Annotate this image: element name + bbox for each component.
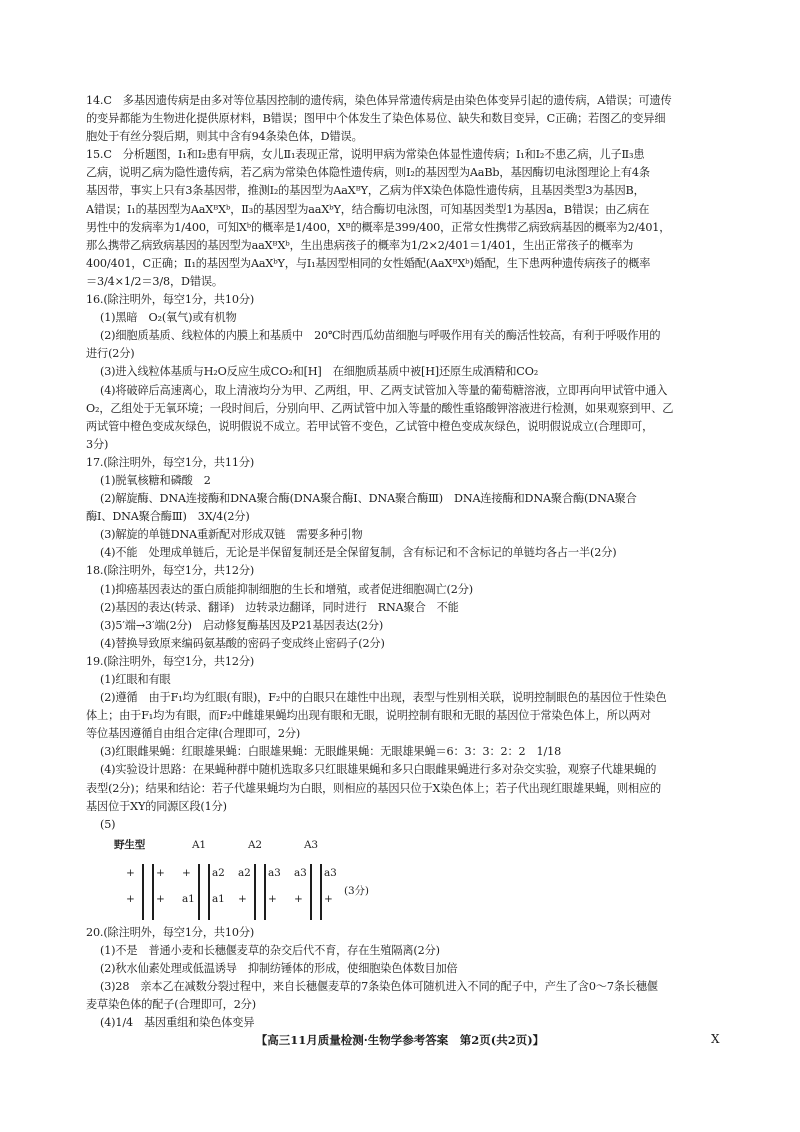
chromosome-bar bbox=[198, 864, 200, 920]
q18-line: (4)替换导致原来编码氨基酸的密码子变成终止密码子(2分) bbox=[100, 636, 385, 650]
genotype-label: A2 bbox=[248, 838, 262, 851]
q19-line: 体上；由于F₁均为有眼，而F₂中雌雄果蝇均出现有眼和无眼，说明控制有眼和无眼的基因位于常染色体上，所以两对 bbox=[86, 709, 651, 723]
q20-line: 麦草染色体的配子(合理即可，2分) bbox=[86, 998, 256, 1012]
q14-line: 胞处于有丝分裂后期，则其中含有94条染色体，D错误。 bbox=[86, 130, 363, 144]
q16-line: 进行(2分) bbox=[86, 347, 135, 361]
q19-line: (2)遵循 由于F₁均为红眼(有眼)，F₂中的白眼只在雄性中出现，表型与性别相关联，说明控制眼色的基因位于性染色 bbox=[100, 691, 667, 705]
q16-line: 两试管中橙色变成灰绿色，说明假说不成立。若甲试管不变色，乙试管中橙色变成灰绿色，说明假说成立(合理即可， bbox=[86, 419, 654, 433]
q17-line: (3)解旋的单链DNA重新配对形成双链 需要多种引物 bbox=[100, 528, 363, 542]
gene-diagram bbox=[108, 838, 726, 924]
q18-line: 18.(除注明外，每空1分，共12分) bbox=[86, 564, 255, 578]
q16-line: (2)细胞质基质、线粒体的内膜上和基质中 20℃时西瓜幼苗细胞与呼吸作用有关的酶活性较高，有利于呼吸作用的 bbox=[100, 329, 661, 343]
q15-line: ＝3/4×1/2＝3/8，D错误。 bbox=[86, 274, 223, 288]
q15-line: 400/401，C正确；Ⅱ₁的基因型为AaXᵇY，与Ⅰ₁基因型相同的女性婚配(AaXᴮXᵇ)婚配，生下患两种遗传病孩子的概率 bbox=[86, 256, 651, 270]
chromosome-bar bbox=[264, 864, 266, 920]
allele-label: + bbox=[324, 892, 333, 905]
allele-label: a3 bbox=[324, 866, 337, 879]
allele-label: a2 bbox=[238, 866, 251, 879]
q16-line: (3)进入线粒体基质与H₂O反应生成CO₂和[H] 在细胞质基质中被[H]还原生成酒精和CO₂ bbox=[100, 365, 539, 379]
q15-line: 15.C 分析题图，Ⅰ₁和Ⅰ₂患有甲病，女儿Ⅱ₁表现正常，说明甲病为常染色体显性遗传病；Ⅰ₁和Ⅰ₂不患乙病，儿子Ⅱ₃患 bbox=[86, 148, 645, 162]
genotype-label: 野生型 bbox=[114, 838, 146, 851]
allele-label: + bbox=[156, 866, 165, 879]
answer-q17 bbox=[86, 454, 726, 563]
q16-line: (4)将破碎后高速离心，取上清液均分为甲、乙两组，甲、乙两支试管加入等量的葡萄糖溶液，立即再向甲试管中通入 bbox=[100, 383, 668, 397]
q19-line: 19.(除注明外，每空1分，共12分) bbox=[86, 654, 255, 668]
allele-label: a3 bbox=[268, 866, 281, 879]
chromosome-bar bbox=[310, 864, 312, 920]
chromosome-pair bbox=[238, 838, 284, 920]
q20-line: (2)秋水仙素处理或低温诱导 抑制纺锤体的形成，使细胞染色体数目加倍 bbox=[100, 962, 458, 976]
q20-line: 20.(除注明外，每空1分，共10分) bbox=[86, 925, 255, 939]
answer-q20 bbox=[86, 924, 726, 1033]
answer-q19 bbox=[86, 653, 726, 834]
q17-line: (1)脱氧核糖和磷酸 2 bbox=[100, 473, 211, 487]
allele-label: + bbox=[294, 892, 303, 905]
allele-label: + bbox=[126, 866, 135, 879]
q16-line: O₂，乙组处于无氧环境；一段时间后，分别向甲、乙两试管中加入等量的酸性重铬酸钾溶液进行检测，如果观察到甲、乙 bbox=[86, 401, 674, 415]
allele-label: a1 bbox=[182, 892, 195, 905]
q15-line: 乙病，说明乙病为隐性遗传病，若乙病为常染色体隐性遗传病，则Ⅰ₂的基因型为AaBb，基因酶切电泳图理论上有4条 bbox=[86, 166, 650, 180]
q19-line: 基因位于XY的同源区段(1分) bbox=[86, 799, 227, 813]
q18-line: (1)抑癌基因表达的蛋白质能抑制细胞的生长和增殖，或者促进细胞凋亡(2分) bbox=[100, 582, 473, 596]
q19-line: 表型(2分)；结果和结论：若子代雄果蝇均为白眼，则相应的基因只位于X染色体上；若子代出现红眼雄果蝇，则相应的 bbox=[86, 781, 662, 795]
genotype-label: A1 bbox=[192, 838, 206, 851]
answer-q16 bbox=[86, 291, 726, 454]
answer-q14 bbox=[86, 92, 726, 146]
chromosome-bar bbox=[254, 864, 256, 920]
q16-line: 16.(除注明外，每空1分，共10分) bbox=[86, 293, 255, 307]
q16-line: (1)黑暗 O₂(氧气)或有机物 bbox=[100, 311, 237, 325]
q14-line: 14.C 多基因遗传病是由多对等位基因控制的遗传病，染色体异常遗传病是由染色体变异引起的遗传病，A错误；可遗传 bbox=[86, 94, 672, 107]
chromosome-bar bbox=[142, 864, 144, 920]
q17-line: (4)不能 处理成单链后，无论是半保留复制还是全保留复制，含有标记和不含标记的单链均各占一半(2分) bbox=[100, 546, 617, 560]
allele-label: a3 bbox=[294, 866, 307, 879]
genotype-label: A3 bbox=[304, 838, 318, 851]
q20-line: (3)28 亲本乙在减数分裂过程中，来自长穗偃麦草的7条染色体可随机进入不同的配子中，产生了含0～7条长穗偃 bbox=[100, 980, 658, 994]
allele-label: + bbox=[238, 892, 247, 905]
page-footer: 【高三11月质量检测·生物学参考答案 第2页(共2页)】 bbox=[255, 1033, 545, 1047]
q15-line: A错误；Ⅰ₁的基因型为AaXᴮXᵇ，Ⅱ₃的基因型为aaXᵇY，结合酶切电泳图，可知基因类型1为基因a，B错误；由乙病在 bbox=[86, 202, 650, 216]
diagram-score: (3分) bbox=[344, 884, 369, 897]
allele-label: + bbox=[156, 892, 165, 905]
q19-line: (3)红眼雌果蝇：红眼雄果蝇：白眼雄果蝇：无眼雌果蝇：无眼雄果蝇＝6：3：3：2：2 1/18 bbox=[100, 745, 562, 759]
allele-label: a2 bbox=[212, 866, 225, 879]
allele-label: + bbox=[268, 892, 277, 905]
q18-line: (2)基因的表达(转录、翻译) 边转录边翻译，同时进行 RNA聚合 不能 bbox=[100, 600, 459, 614]
q19-line: 等位基因遵循自由组合定律(合理即可，2分) bbox=[86, 727, 301, 741]
q15-line: 基因带，事实上只有3条基因带，推测Ⅰ₂的基因型为AaXᴮY，乙病为伴X染色体隐性遗传病，且基因类型3为基因B， bbox=[86, 184, 645, 198]
q19-line: (1)红眼和有眼 bbox=[100, 673, 171, 686]
q20-line: (1)不是 普通小麦和长穗偃麦草的杂交后代不育，存在生殖隔离(2分) bbox=[100, 943, 440, 957]
answer-q18 bbox=[86, 562, 726, 652]
q19-line: (5) bbox=[100, 817, 116, 831]
chromosome-pair bbox=[294, 838, 340, 920]
chromosome-pair bbox=[114, 838, 172, 920]
q18-line: (3)5′端→3′端(2分) 启动修复酶基因及P21基因表达(2分) bbox=[100, 618, 384, 632]
chromosome-bar bbox=[320, 864, 322, 920]
q17-line: 酶Ⅰ、DNA聚合酶Ⅲ) 3X/4(2分) bbox=[86, 510, 250, 524]
q19-line: (4)实验设计思路：在果蝇种群中随机选取多只红眼雄果蝇和多只白眼雌果蝇进行多对杂交实验，观察子代雄果蝇的 bbox=[100, 763, 657, 777]
allele-label: + bbox=[126, 892, 135, 905]
answer-q15 bbox=[86, 146, 726, 291]
q15-line: 男性中的发病率为1/400，可知Xᵇ的概率是1/400，Xᴮ的概率是399/400，正常女性携带乙病致病基因的概率为2/401， bbox=[86, 220, 671, 234]
chromosome-bar bbox=[152, 864, 154, 920]
q14-line: 的变异都能为生物进化提供原材料，B错误；图甲中个体发生了染色体易位、缺失和数目变异，C正确；若图乙的变异细 bbox=[86, 112, 666, 126]
q20-line: (4)1/4 基因重组和染色体变异 bbox=[100, 1016, 255, 1030]
allele-label: a1 bbox=[212, 892, 225, 905]
chromosome-bar bbox=[208, 864, 210, 920]
answer-content bbox=[86, 92, 726, 1032]
q15-line: 那么携带乙病致病基因的基因型为aaXᴮXᵇ，生出患病孩子的概率为1/2×2/401＝1/401，生出正常孩子的概率为 bbox=[86, 238, 634, 252]
q17-line: (2)解旋酶、DNA连接酶和DNA聚合酶(DNA聚合酶Ⅰ、DNA聚合酶Ⅲ) DNA连接酶和DNA聚合酶(DNA聚合 bbox=[100, 492, 637, 506]
q17-line: 17.(除注明外，每空1分，共11分) bbox=[86, 455, 255, 469]
footer-mark: X bbox=[711, 1032, 720, 1046]
q16-line: 3分) bbox=[86, 437, 109, 451]
chromosome-pair bbox=[182, 838, 228, 920]
allele-label: + bbox=[182, 866, 191, 879]
